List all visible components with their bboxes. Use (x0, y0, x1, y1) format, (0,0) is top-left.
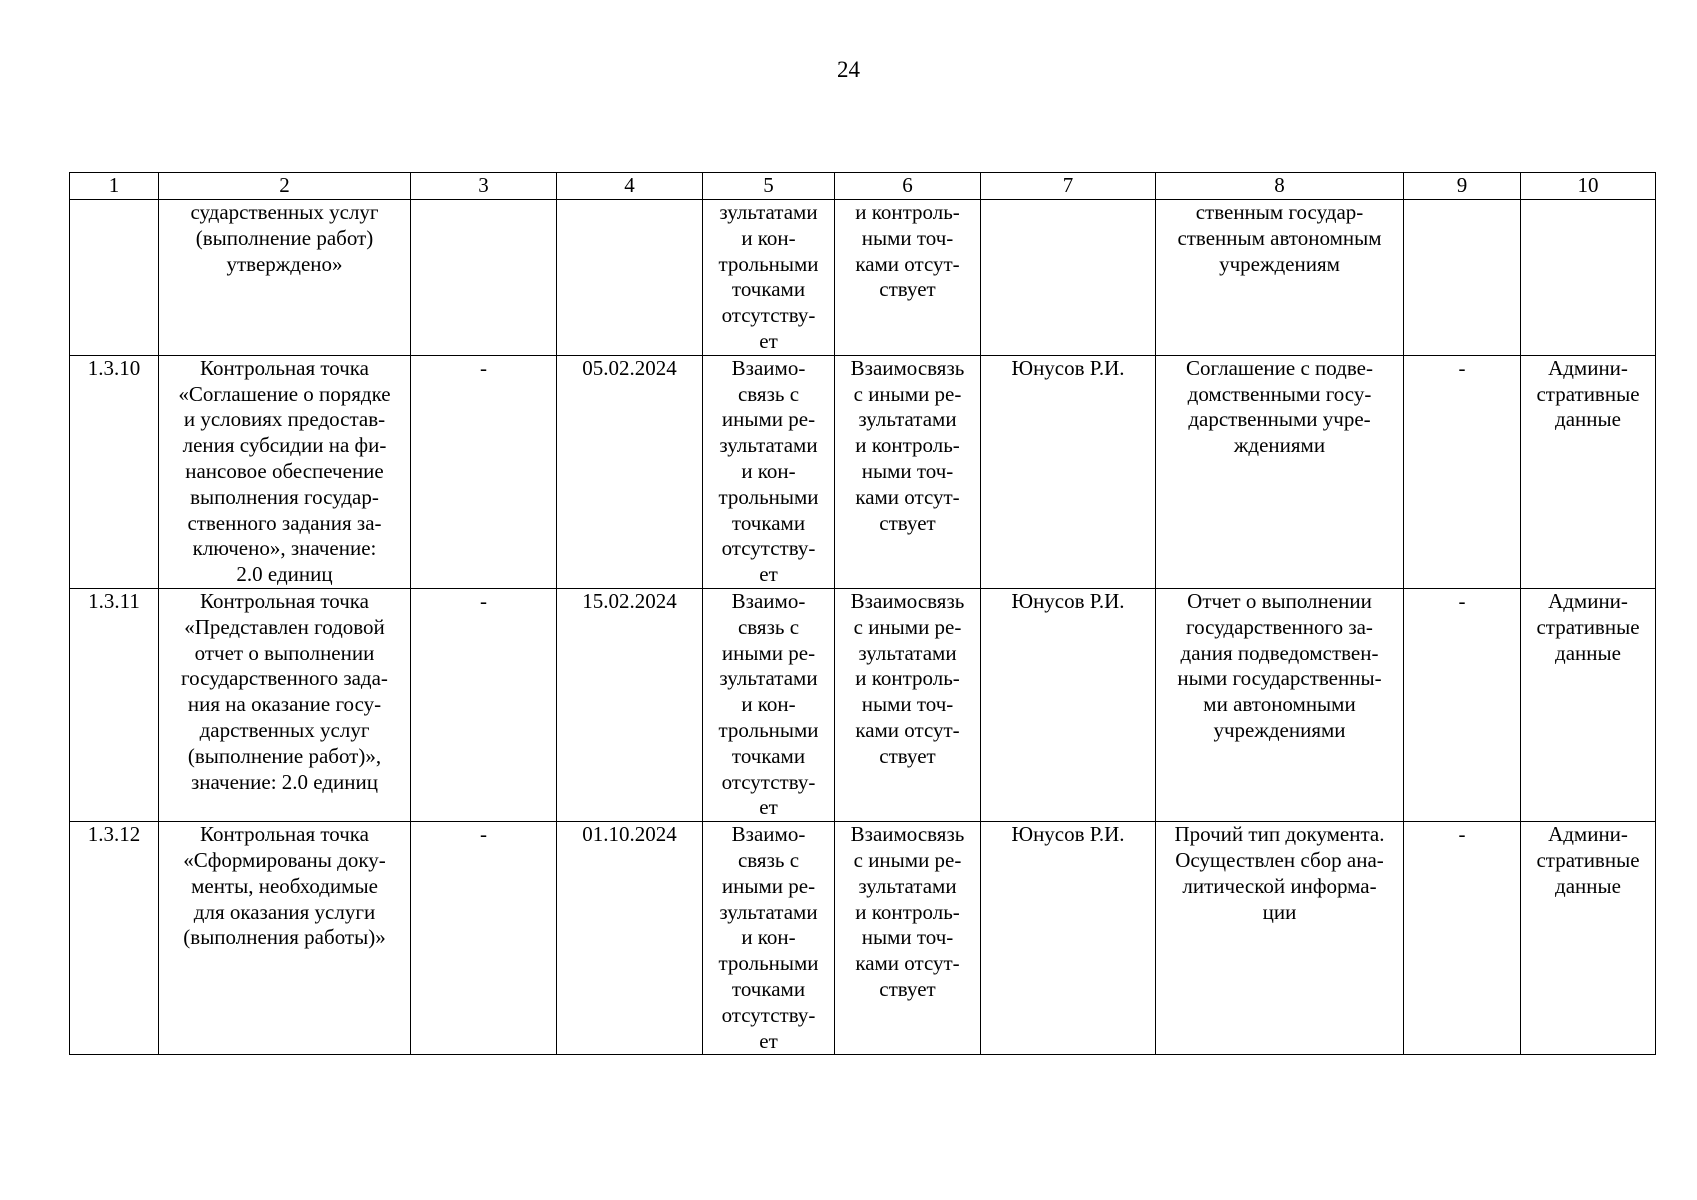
cell-date (557, 355, 703, 588)
cell-line: Контрольная точка (199, 822, 369, 847)
table-body (70, 200, 1656, 1055)
cell-col3 (411, 822, 557, 1055)
cell-line: 1.3.12 (87, 822, 141, 847)
cell-name (159, 355, 411, 588)
cell-line: стративные (1536, 381, 1640, 406)
cell-line: ками отсут- (855, 484, 960, 509)
cell-line: Взаимосвязь (850, 588, 965, 613)
cell-line: отчет о выполнении (194, 640, 375, 665)
cell-line: учреждениями (1213, 717, 1346, 742)
cell-date (557, 822, 703, 1055)
table-row (70, 822, 1656, 1055)
cell-line: менты, необходимые (191, 873, 378, 898)
cell-line: Взаимо- (731, 822, 806, 847)
cell-line: выполнения государ- (190, 484, 379, 509)
cell-line: ными точ- (861, 225, 954, 250)
cell-line: ками отсут- (855, 951, 960, 976)
cell-line: ждениями (1233, 433, 1326, 458)
header-row (70, 173, 1656, 200)
cell-line: государственного зада- (181, 666, 388, 691)
cell-line: иными ре- (721, 407, 816, 432)
cell-line: ственного задания за- (187, 510, 382, 535)
cell-line: ет (759, 328, 778, 353)
cell-line: трольными (718, 717, 819, 742)
cell-col9 (1404, 200, 1521, 356)
cell-line: (выполнение работ)», (187, 743, 382, 768)
cell-line: ключено», значение: (192, 536, 377, 561)
cell-document (1156, 822, 1404, 1055)
cell-line: с иными ре- (853, 381, 962, 406)
cell-relation-results (703, 355, 835, 588)
cell-line: Контрольная точка (199, 588, 369, 613)
cell-line: ет (759, 562, 778, 587)
cell-line: государственного за- (1186, 614, 1373, 639)
cell-date (557, 588, 703, 821)
cell-line: Юнусов Р.И. (1011, 355, 1125, 380)
cell-relation-results (703, 588, 835, 821)
cell-col9 (1404, 355, 1521, 588)
cell-line: ками отсут- (855, 717, 960, 742)
cell-line: и кон- (741, 458, 796, 483)
cell-line: зультатами (858, 873, 957, 898)
cell-document (1156, 200, 1404, 356)
cell-responsible (981, 200, 1156, 356)
table-row (70, 355, 1656, 588)
cell-line: данные (1555, 407, 1621, 432)
cell-line: Взаимосвязь (850, 822, 965, 847)
cell-line: данные (1555, 873, 1621, 898)
cell-line: ными точ- (861, 925, 954, 950)
cell-line: Соглашение с подве- (1186, 355, 1373, 380)
cell-line: связь с (737, 381, 800, 406)
cell-line: - (480, 355, 487, 380)
cell-line: зультатами (858, 640, 957, 665)
cell-line: ния на оказание госу- (187, 692, 382, 717)
column-header: 4 (557, 173, 703, 200)
cell-line: с иными ре- (853, 614, 962, 639)
cell-line: - (1458, 588, 1466, 613)
cell-responsible (981, 822, 1156, 1055)
column-header: 2 (159, 173, 411, 200)
cell-line: (выполнение работ) (195, 225, 374, 250)
cell-line: точками (731, 976, 806, 1001)
cell-line: отсутству- (721, 1002, 816, 1027)
cell-line: зультатами (719, 899, 818, 924)
cell-line: ными государственны- (1177, 666, 1382, 691)
cell-name (159, 822, 411, 1055)
cell-line: Админи- (1548, 822, 1628, 847)
cell-relation-points (835, 355, 981, 588)
cell-line: зультатами (858, 407, 957, 432)
cell-line: утверждено» (226, 251, 343, 276)
cell-source (1521, 355, 1656, 588)
cell-line: для оказания услуги (193, 899, 376, 924)
cell-line: ми автономными (1203, 692, 1356, 717)
cell-line: точками (731, 277, 806, 302)
cell-line: точками (731, 510, 806, 535)
column-header: 9 (1404, 173, 1521, 200)
cell-date (557, 200, 703, 356)
cell-line: ками отсут- (855, 251, 960, 276)
cell-line: и кон- (741, 225, 796, 250)
cell-line: трольными (718, 951, 819, 976)
cell-number (70, 200, 159, 356)
cell-line: ствует (879, 976, 936, 1001)
cell-line: ственным государ- (1195, 200, 1364, 224)
cell-line: зультатами (719, 200, 818, 224)
cell-line: и кон- (741, 692, 796, 717)
cell-col3 (411, 200, 557, 356)
cell-col9 (1404, 588, 1521, 821)
column-header: 7 (981, 173, 1156, 200)
column-header: 10 (1521, 173, 1656, 200)
column-header: 8 (1156, 173, 1404, 200)
cell-line: 15.02.2024 (582, 588, 677, 613)
cell-line: точками (731, 743, 806, 768)
cell-line: и контроль- (855, 433, 960, 458)
cell-line: дания подведомствен- (1180, 640, 1379, 665)
cell-relation-results (703, 200, 835, 356)
cell-line: «Сформированы доку- (183, 847, 386, 872)
cell-line: ствует (879, 510, 936, 535)
cell-line: ции (1262, 899, 1297, 924)
cell-line: Осуществлен сбор ана- (1175, 847, 1384, 872)
cell-relation-points (835, 200, 981, 356)
cell-relation-points (835, 588, 981, 821)
cell-line: данные (1555, 640, 1621, 665)
cell-number (70, 588, 159, 821)
cell-line: трольными (718, 484, 819, 509)
cell-line: сударственных услуг (190, 200, 379, 224)
cell-col3 (411, 588, 557, 821)
cell-line: ствует (879, 743, 936, 768)
cell-line: стративные (1536, 614, 1640, 639)
cell-line: ления субсидии на фи- (182, 433, 387, 458)
cell-relation-points (835, 822, 981, 1055)
cell-line: 05.02.2024 (582, 355, 677, 380)
plan-table (69, 172, 1656, 1055)
cell-line: зультатами (719, 433, 818, 458)
cell-line: ными точ- (861, 458, 954, 483)
cell-line: «Представлен годовой (184, 614, 385, 639)
cell-source (1521, 588, 1656, 821)
cell-line: - (1458, 355, 1466, 380)
cell-line: учреждениям (1219, 251, 1340, 276)
page-number: 24 (837, 57, 860, 82)
cell-line: - (480, 822, 487, 847)
cell-line: отсутству- (721, 769, 816, 794)
cell-name (159, 200, 411, 356)
cell-line: Взаимосвязь (850, 355, 965, 380)
cell-line: 01.10.2024 (582, 822, 677, 847)
cell-line: ственным автономным (1177, 225, 1382, 250)
cell-line: связь с (737, 614, 800, 639)
cell-relation-results (703, 822, 835, 1055)
cell-line: нансовое обеспечение (185, 458, 384, 483)
column-header: 3 (411, 173, 557, 200)
cell-line: иными ре- (721, 640, 816, 665)
cell-line: ет (759, 1028, 778, 1053)
cell-line: трольными (718, 251, 819, 276)
cell-line: - (1458, 822, 1466, 847)
cell-line: ными точ- (861, 692, 954, 717)
cell-line: домственными госу- (1187, 381, 1372, 406)
cell-line: и условиях предостав- (183, 407, 386, 432)
cell-responsible (981, 588, 1156, 821)
cell-line: ет (759, 795, 778, 820)
cell-source (1521, 200, 1656, 356)
cell-line: и контроль- (855, 200, 960, 224)
cell-line: и контроль- (855, 666, 960, 691)
table-row (70, 588, 1656, 821)
cell-line: связь с (737, 847, 800, 872)
cell-line: Взаимо- (731, 588, 806, 613)
cell-line: дарственных услуг (199, 717, 370, 742)
cell-line: зультатами (719, 666, 818, 691)
cell-line: Прочий тип документа. (1174, 822, 1385, 847)
column-header: 1 (70, 173, 159, 200)
cell-number (70, 822, 159, 1055)
cell-line: - (480, 588, 487, 613)
cell-line: и контроль- (855, 899, 960, 924)
cell-line: 1.3.10 (87, 355, 141, 380)
cell-line: Отчет о выполнении (1187, 588, 1372, 613)
cell-line: Админи- (1548, 588, 1628, 613)
cell-number (70, 355, 159, 588)
column-header: 5 (703, 173, 835, 200)
cell-line: (выполнения работы)» (183, 925, 386, 950)
cell-document (1156, 588, 1404, 821)
cell-line: Взаимо- (731, 355, 806, 380)
cell-line: отсутству- (721, 536, 816, 561)
cell-line: Юнусов Р.И. (1011, 822, 1125, 847)
table-row (70, 200, 1656, 356)
cell-line: стративные (1536, 847, 1640, 872)
cell-name (159, 588, 411, 821)
cell-responsible (981, 355, 1156, 588)
cell-line: литической информа- (1182, 873, 1377, 898)
cell-line: значение: 2.0 единиц (191, 769, 378, 794)
cell-line: Юнусов Р.И. (1011, 588, 1125, 613)
cell-document (1156, 355, 1404, 588)
cell-line: дарственными учре- (1188, 407, 1371, 432)
column-header: 6 (835, 173, 981, 200)
cell-line: отсутству- (721, 303, 816, 328)
cell-line: иными ре- (721, 873, 816, 898)
cell-line: 2.0 единиц (236, 562, 333, 587)
cell-line: с иными ре- (853, 847, 962, 872)
cell-line: 1.3.11 (88, 588, 140, 613)
cell-line: «Соглашение о порядке (178, 381, 391, 406)
cell-col3 (411, 355, 557, 588)
cell-source (1521, 822, 1656, 1055)
cell-line: и кон- (741, 925, 796, 950)
cell-line: ствует (879, 277, 936, 302)
cell-line: Админи- (1548, 355, 1628, 380)
cell-col9 (1404, 822, 1521, 1055)
cell-line: Контрольная точка (199, 355, 369, 380)
